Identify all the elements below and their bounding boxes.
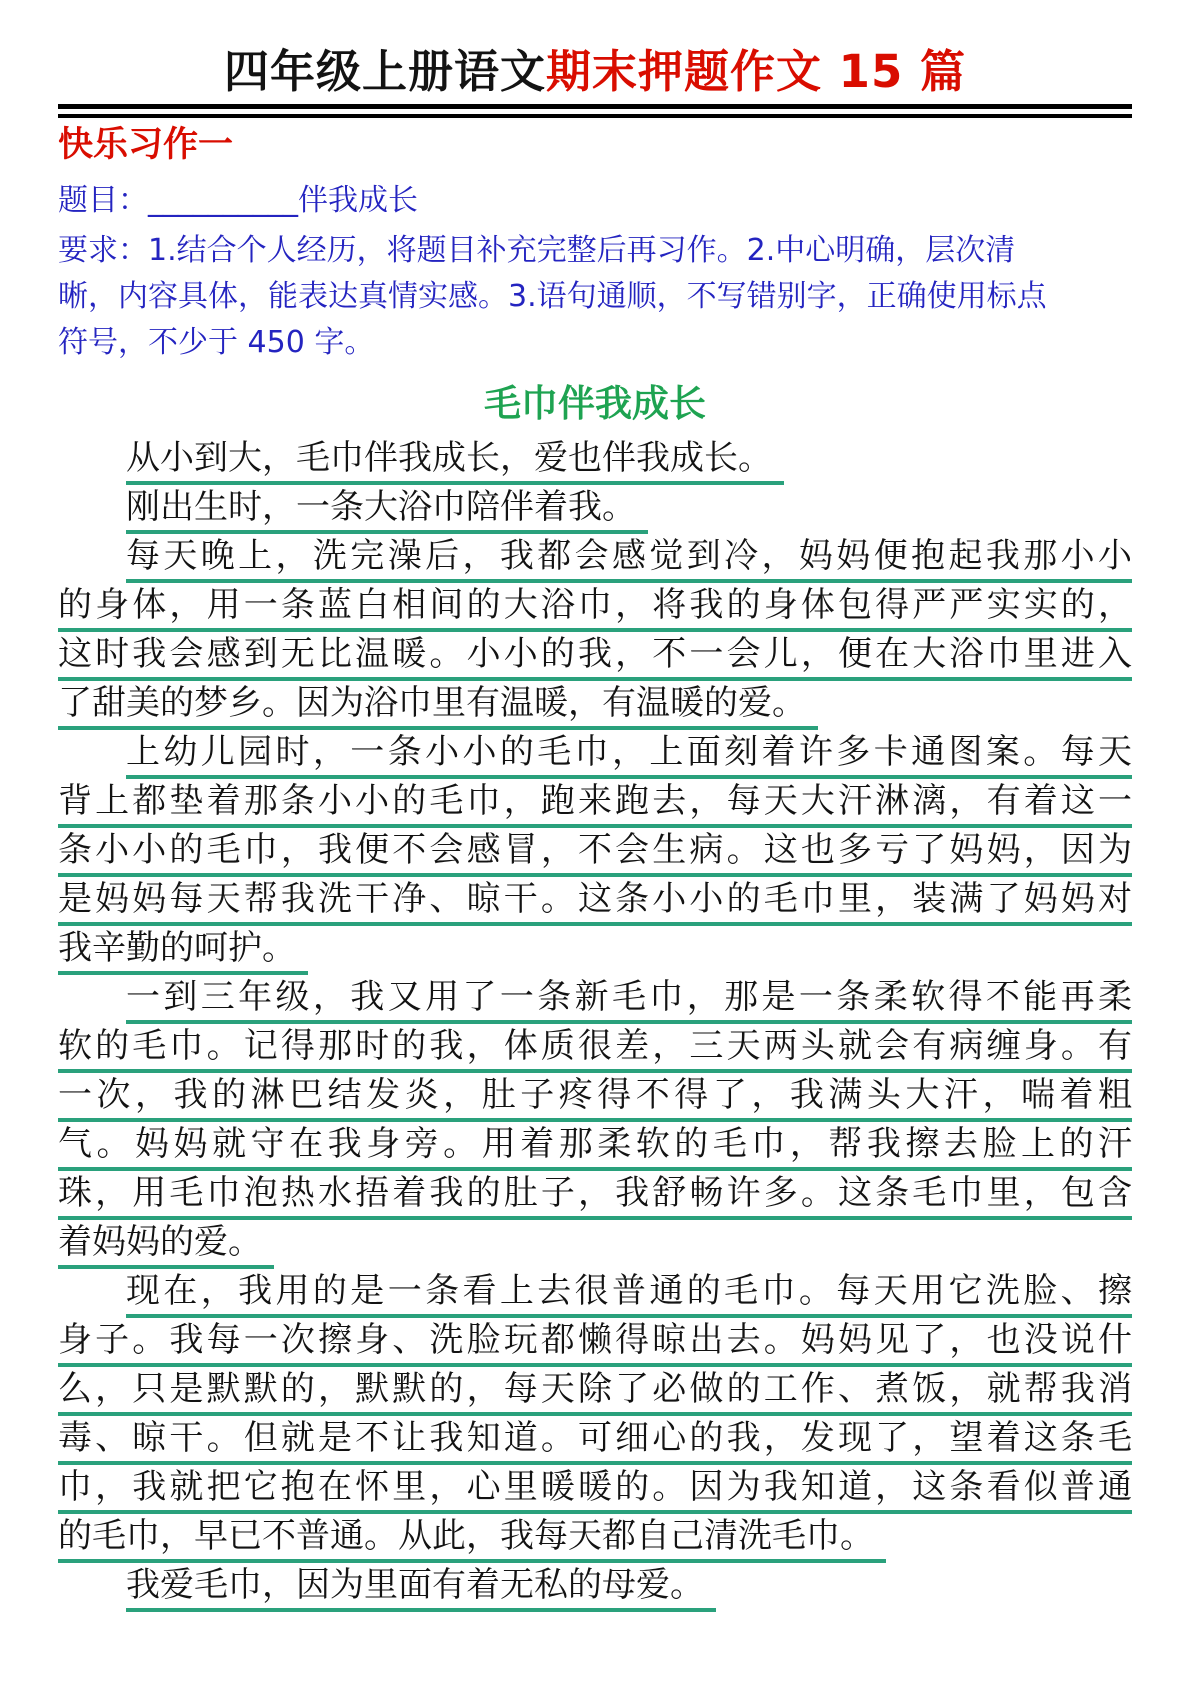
double-rule-divider (58, 104, 1132, 118)
topic-suffix: 伴我成长 (298, 183, 418, 219)
topic-line (58, 178, 1132, 224)
essay-line-text: 条小小的毛巾，我便不会感冒，不会生病。这也多亏了妈妈，因为 (58, 832, 1132, 877)
essay-line (58, 1564, 1132, 1612)
essay-line (58, 1270, 1132, 1318)
essay-line (58, 486, 1132, 534)
essay-line-text: 身子。我每一次擦身、洗脸玩都懒得晾出去。妈妈见了，也没说什 (58, 1322, 1132, 1367)
requirement-line: 要求：1.结合个人经历，将题目补充完整后再习作。2.中心明确，层次清 (58, 233, 1016, 269)
essay-line-text: 软的毛巾。记得那时的我，体质很差，三天两头就会有病缠身。有 (58, 1028, 1132, 1073)
essay-line-text: 的毛巾，早已不普通。从此，我每天都自己清洗毛巾。 (58, 1518, 886, 1563)
essay-line (58, 1515, 1132, 1563)
essay-line-text: 气。妈妈就守在我身旁。用着那柔软的毛巾，帮我擦去脸上的汗 (58, 1126, 1132, 1171)
essay-line-text: 巾，我就把它抱在怀里，心里暖暖的。因为我知道，这条看似普通 (58, 1469, 1132, 1514)
essay-title: 毛巾伴我成长 (484, 382, 706, 426)
essay-line (58, 1368, 1132, 1416)
essay-line-text: 从小到大，毛巾伴我成长，爱也伴我成长。 (126, 440, 784, 485)
essay-line (58, 1466, 1132, 1514)
essay-line-text: 一到三年级，我又用了一条新毛巾，那是一条柔软得不能再柔 (126, 979, 1132, 1024)
essay-line (58, 1319, 1132, 1367)
document-title-black: 四年级上册语文 (224, 45, 547, 98)
essay-line-text: 的身体，用一条蓝白相间的大浴巾，将我的身体包得严严实实的， (58, 587, 1132, 632)
document-title-red: 期末押题作文 15 篇 (546, 45, 966, 98)
essay-line (58, 976, 1132, 1024)
essay-line (58, 829, 1132, 877)
essay-line-text: 一次，我的淋巴结发炎，肚子疼得不得了，我满头大汗，喘着粗 (58, 1077, 1132, 1122)
essay-line-text: 现在，我用的是一条看上去很普通的毛巾。每天用它洗脸、擦 (126, 1273, 1132, 1318)
topic-label: 题目： (58, 183, 148, 219)
document-title (58, 44, 1132, 100)
requirement-line: 晰，内容具体，能表达真情实感。3.语句通顺，不写错别字，正确使用标点 (58, 279, 1047, 315)
essay-line (58, 1074, 1132, 1122)
essay-line (58, 584, 1132, 632)
topic-blank: __________ (148, 183, 298, 219)
essay-line-text: 毒、晾干。但就是不让我知道。可细心的我，发现了，望着这条毛 (58, 1420, 1132, 1465)
essay-line-text: 上幼儿园时，一条小小的毛巾，上面刻着许多卡通图案。每天 (126, 734, 1132, 779)
essay-line (58, 927, 1132, 975)
requirements (58, 228, 1132, 366)
essay-line (58, 535, 1132, 583)
essay-line (58, 1417, 1132, 1465)
essay-line (58, 1025, 1132, 1073)
essay-line-text: 每天晚上，洗完澡后，我都会感觉到冷，妈妈便抱起我那小小 (126, 538, 1132, 583)
essay-line-text: 了甜美的梦乡。因为浴巾里有温暖，有温暖的爱。 (58, 685, 818, 730)
essay-line (58, 682, 1132, 730)
essay-line-text: 我爱毛巾，因为里面有着无私的母爱。 (126, 1567, 716, 1612)
essay-line-text: 珠，用毛巾泡热水捂着我的肚子，我舒畅许多。这条毛巾里，包含 (58, 1175, 1132, 1220)
section-heading: 快乐习作一 (58, 125, 234, 166)
essay-line-text: 是妈妈每天帮我洗干净、晾干。这条小小的毛巾里，装满了妈妈对 (58, 881, 1132, 926)
essay-line-text: 这时我会感到无比温暖。小小的我，不一会儿，便在大浴巾里进入 (58, 636, 1132, 681)
requirement-line: 符号，不少于 450 字。 (58, 325, 375, 361)
essay-line (58, 1123, 1132, 1171)
essay-line (58, 731, 1132, 779)
essay-body (58, 437, 1132, 1612)
essay-line (58, 780, 1132, 828)
essay-line (58, 633, 1132, 681)
essay-line-text: 着妈妈的爱。 (58, 1224, 274, 1269)
essay-line-text: 背上都垫着那条小小的毛巾，跑来跑去，每天大汗淋漓，有着这一 (58, 783, 1132, 828)
essay-line (58, 437, 1132, 485)
essay-line (58, 878, 1132, 926)
essay-line (58, 1221, 1132, 1269)
essay-line-text: 刚出生时，一条大浴巾陪伴着我。 (126, 489, 648, 534)
essay-line-text: 么，只是默默的，默默的，每天除了必做的工作、煮饭，就帮我消 (58, 1371, 1132, 1416)
essay-line-text: 我辛勤的呵护。 (58, 930, 308, 975)
essay-line (58, 1172, 1132, 1220)
